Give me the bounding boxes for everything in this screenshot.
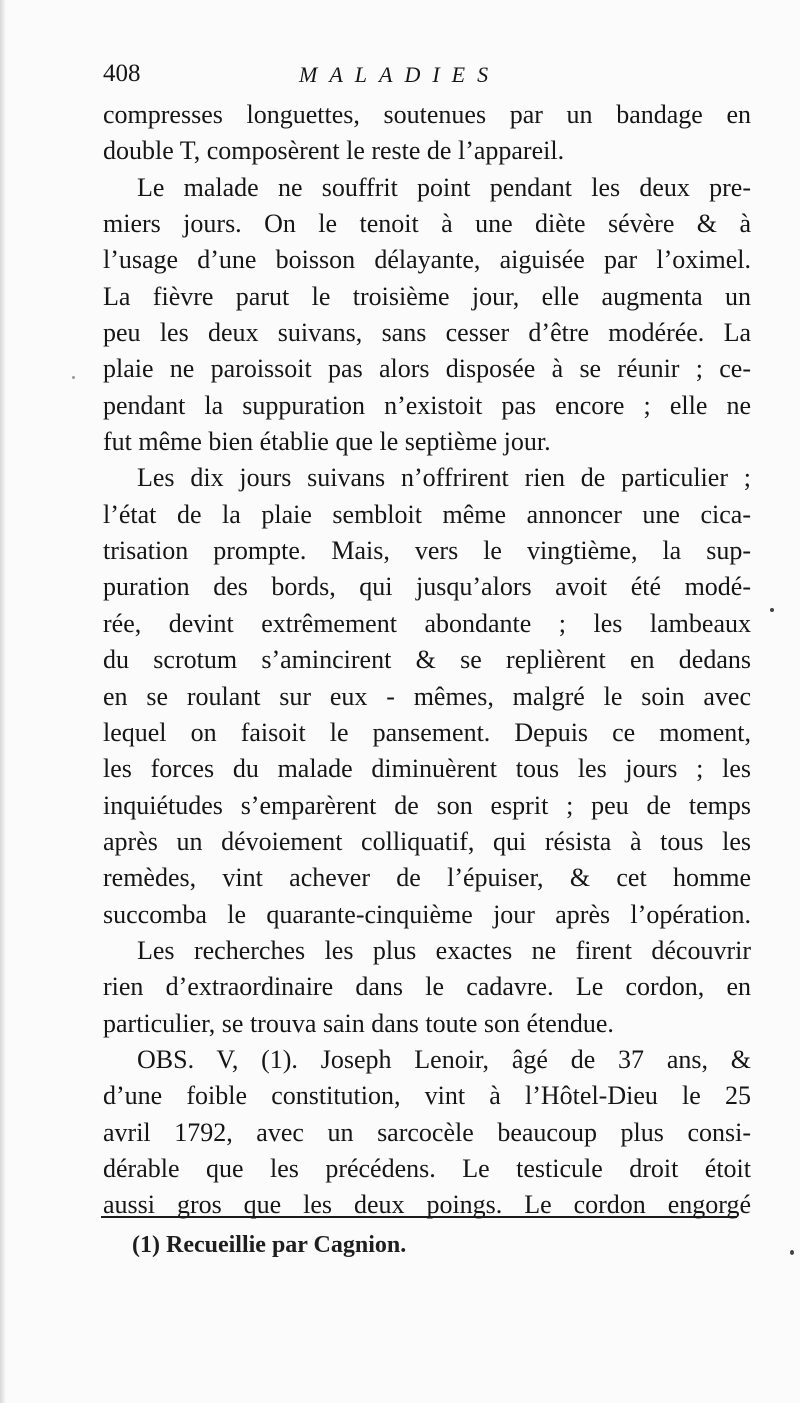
text-line: d’une foible constitution, vint à l’Hôtel-Dieu le 25 bbox=[103, 1081, 751, 1111]
text-line: double T, composèrent le reste de l’appareil. bbox=[103, 136, 565, 166]
text-line: après un dévoiement colliquatif, qui résista à tous les bbox=[103, 826, 751, 856]
ink-speck bbox=[770, 608, 774, 612]
page-edge-shadow bbox=[0, 0, 6, 1403]
text-line: lequel on faisoit le pansement. Depuis ce moment, bbox=[103, 717, 751, 747]
text-line: l’usage d’une boisson délayante, aiguisée par l’oximel. bbox=[103, 245, 751, 275]
text-line: du scrotum s’amincirent & se replièrent en dedans bbox=[103, 645, 751, 675]
ink-speck bbox=[790, 1250, 794, 1255]
text-line: avril 1792, avec un sarcocèle beaucoup plus consi- bbox=[103, 1117, 751, 1147]
page-header bbox=[103, 58, 743, 98]
text-line: miers jours. On le tenoit à une diète sévère & à bbox=[103, 209, 751, 239]
paragraph-first-line: Le malade ne souffrit point pendant les deux pre- bbox=[137, 172, 751, 202]
text-line: puration des bords, qui jusqu’alors avoit été modé- bbox=[103, 572, 751, 602]
text-line: succomba le quarante-cinquième jour après l’opération. bbox=[103, 899, 751, 929]
footnote-rule bbox=[101, 1216, 737, 1218]
text-line: trisation prompte. Mais, vers le vingtième, la sup- bbox=[103, 536, 751, 566]
body-text bbox=[103, 97, 751, 1224]
text-line: les forces du malade diminuèrent tous les jours ; les bbox=[103, 754, 751, 784]
text-line: fut même bien établie que le septième jour. bbox=[103, 427, 551, 457]
ink-speck bbox=[72, 376, 75, 379]
text-line: aussi gros que les deux poings. Le cordon engorgé bbox=[103, 1190, 751, 1220]
text-line: La fièvre parut le troisième jour, elle augmenta un bbox=[103, 281, 751, 311]
text-line: inquiétudes s’emparèrent de son esprit ; peu de temps bbox=[103, 790, 751, 820]
text-line: plaie ne paroissoit pas alors disposée à se réunir ; ce- bbox=[103, 354, 751, 384]
paragraph-first-line: Les recherches les plus exactes ne firent découvrir bbox=[137, 935, 751, 965]
footnote: (1) Recueillie par Cagnion. bbox=[132, 1232, 407, 1258]
text-line: remèdes, vint achever de l’épuiser, & cet homme bbox=[103, 863, 751, 893]
text-line: rée, devint extrêmement abondante ; les lambeaux bbox=[103, 608, 751, 638]
text-line: compresses longuettes, soutenues par un bandage en bbox=[103, 100, 751, 129]
text-line: particulier, se trouva sain dans toute son étendue. bbox=[103, 1008, 614, 1038]
text-line: peu les deux suivans, sans cesser d’être modérée. La bbox=[103, 318, 751, 348]
paragraph-first-line: OBS. V, (1). Joseph Lenoir, âgé de 37 ans, & bbox=[137, 1044, 751, 1074]
text-line: l’état de la plaie sembloit même annoncer une cica- bbox=[103, 499, 751, 529]
paragraph-first-line: Les dix jours suivans n’offrirent rien de particulier ; bbox=[137, 463, 751, 493]
running-title: MALADIES bbox=[299, 62, 501, 87]
text-line: rien d’extraordinaire dans le cadavre. Le cordon, en bbox=[103, 972, 751, 1002]
text-line: dérable que les précédens. Le testicule droit étoit bbox=[103, 1153, 751, 1183]
page-number: 408 bbox=[103, 60, 141, 87]
text-line: pendant la suppuration n’existoit pas encore ; elle ne bbox=[103, 390, 751, 420]
text-line: en se roulant sur eux - mêmes, malgré le soin avec bbox=[103, 681, 751, 711]
